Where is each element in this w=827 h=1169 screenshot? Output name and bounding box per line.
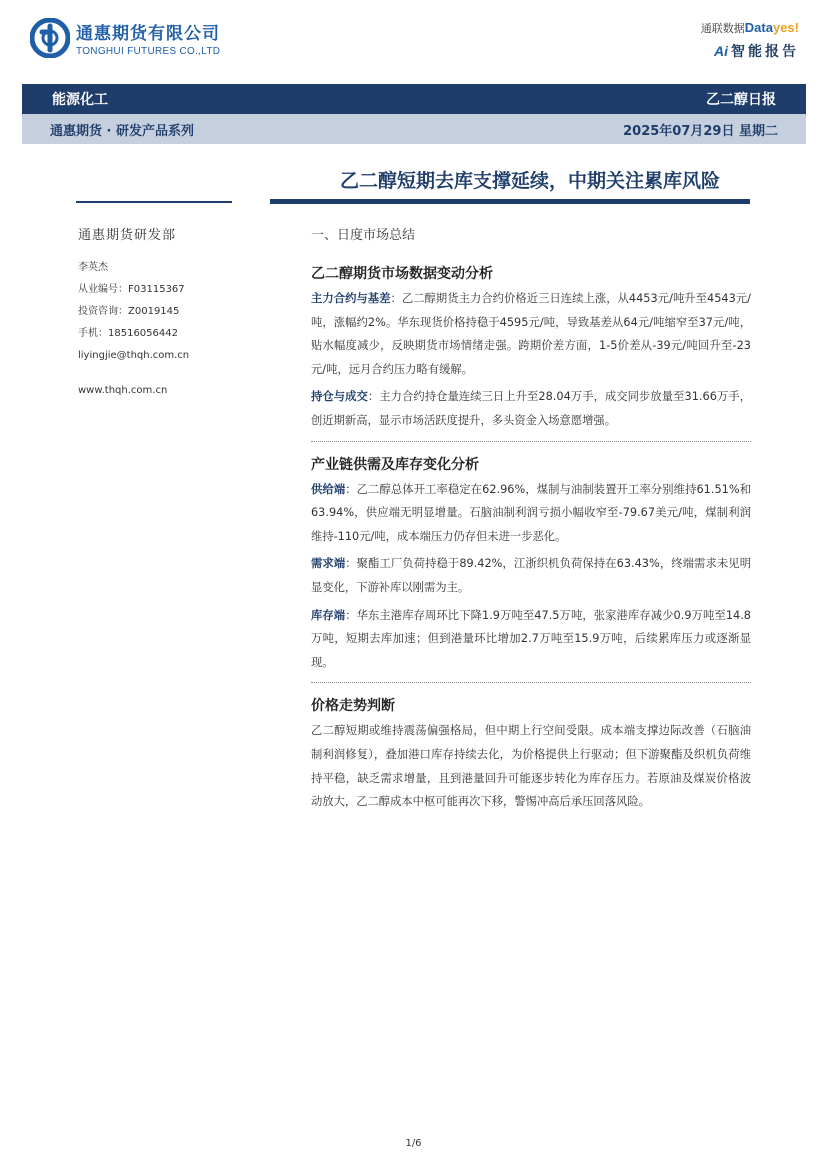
advisory-value: Z0019145 — [128, 306, 180, 317]
block2-text-3: ：华东主港库存周环比下降1.9万吨至47.5万吨，张家港库存减少0.9万吨至14.8万吨，短期去库加速；但到港量环比增加2.7万吨至15.9万吨，后续累库压力或逐渐显现。 — [311, 608, 751, 669]
sector-label: 能源化工 — [52, 92, 108, 108]
company-logo-icon — [30, 18, 70, 58]
block2-lead-2: 需求端 — [311, 557, 346, 571]
company-logo — [30, 18, 220, 58]
author-name: 李英杰 — [78, 262, 108, 273]
license-value: F03115367 — [128, 284, 185, 295]
page-number: 1/6 — [405, 1138, 422, 1149]
block2-paragraph-3 — [311, 604, 751, 675]
partner-logo — [701, 20, 799, 61]
divider-2 — [311, 682, 751, 683]
block2-paragraph-2 — [311, 552, 751, 599]
ai-label: 智能报告 — [731, 44, 799, 60]
block3-paragraph-1: 乙二醇短期或维持震荡偏强格局，但中期上行空间受限。成本端支撑边际改善（石脑油制利润修复），叠加港口库存持续去化，为价格提供上行驱动；但下游聚酯及织机负荷维持平稳，缺乏需求增量，且到港量回升可能逐步转化为库存压力。若原油及煤炭价格波动放大，乙二醇成本中枢可能再次下移，警惕冲高后承压回落风险。 — [311, 724, 751, 809]
phone-number — [78, 327, 278, 341]
block2-lead-3: 库存端 — [311, 608, 346, 622]
series-banner — [22, 114, 806, 144]
ai-mark: Ai — [714, 43, 728, 59]
report-date: 2025年07月29日 星期二 — [623, 123, 778, 139]
block1-text-1: ：乙二醇期货主力合约价格近三日连续上涨，从4453元/吨升至4543元/吨，涨幅约2%。华东现货价格持稳于4595元/吨，导致基差从64元/吨缩窄至37元/吨，贴水幅度减少，反映期货市场情绪走强。跨期价差方面，1-5价差从-39元/吨回升至-23元/吨，远月合约压力略有缓解。 — [311, 292, 751, 376]
partner-prefix: 通联数据 — [700, 22, 745, 35]
license-number — [78, 283, 278, 297]
main-content — [311, 224, 751, 814]
license-label: 从业编号： — [78, 284, 128, 295]
advisory-number — [78, 305, 278, 319]
company-name-en: TONGHUI FUTURES CO.,LTD — [76, 46, 221, 57]
partner-brand: Data — [744, 20, 773, 35]
section-heading: 一、日度市场总结 — [311, 228, 416, 243]
title-rule — [270, 199, 750, 204]
block1-text-2: ：主力合约持仓量连续三日上升至28.04万手，成交同步放量至31.66万手，创近期新高，显示市场活跃度提升，多头资金入场意愿增强。 — [311, 390, 751, 427]
website-link: www.thqh.com.cn — [78, 385, 168, 396]
block2-paragraph-1 — [311, 478, 751, 549]
block1-title: 乙二醇期货市场数据变动分析 — [311, 266, 493, 282]
phone-label: 手机： — [78, 328, 108, 339]
page-title: 乙二醇短期去库支撑延续，中期关注累库风险 — [339, 170, 720, 192]
report-name: 乙二醇日报 — [706, 92, 776, 108]
block2-lead-1: 供给端 — [311, 482, 346, 496]
block1-paragraph-1 — [311, 287, 751, 381]
phone-value: 18516056442 — [108, 328, 178, 339]
block2-text-2: ：聚酯工厂负荷持稳于89.42%，江浙织机负荷保持在63.43%，终端需求未见明显变化，下游补库以刚需为主。 — [311, 557, 751, 594]
sector-banner — [22, 84, 806, 114]
partner-yes: yes! — [772, 20, 799, 35]
block1-paragraph-2 — [311, 385, 751, 432]
department-name: 通惠期货研发部 — [78, 228, 177, 243]
advisory-label: 投资咨询： — [78, 306, 128, 317]
block1-lead-1: 主力合约与基差 — [311, 292, 391, 305]
company-name-cn: 通惠期货有限公司 — [76, 24, 220, 44]
block1-lead-2: 持仓与成交 — [311, 390, 368, 404]
block3-title: 价格走势判断 — [311, 698, 395, 715]
series-label: 通惠期货 · 研发产品系列 — [50, 123, 194, 139]
email-address: liyingjie@thqh.com.cn — [78, 350, 190, 361]
divider-1 — [311, 441, 751, 442]
author-sidebar — [78, 224, 278, 396]
sidebar-rule — [76, 201, 232, 203]
block2-title: 产业链供需及库存变化分析 — [311, 456, 479, 473]
block2-text-1: ：乙二醇总体开工率稳定在62.96%，煤制与油制装置开工率分别维持61.51%和63.94%，供应端无明显增量。石脑油制利润亏损小幅收窄至-79.67美元/吨，煤制利润维持-110元/吨，成本端压力仍存但未进一步恶化。 — [311, 482, 751, 543]
